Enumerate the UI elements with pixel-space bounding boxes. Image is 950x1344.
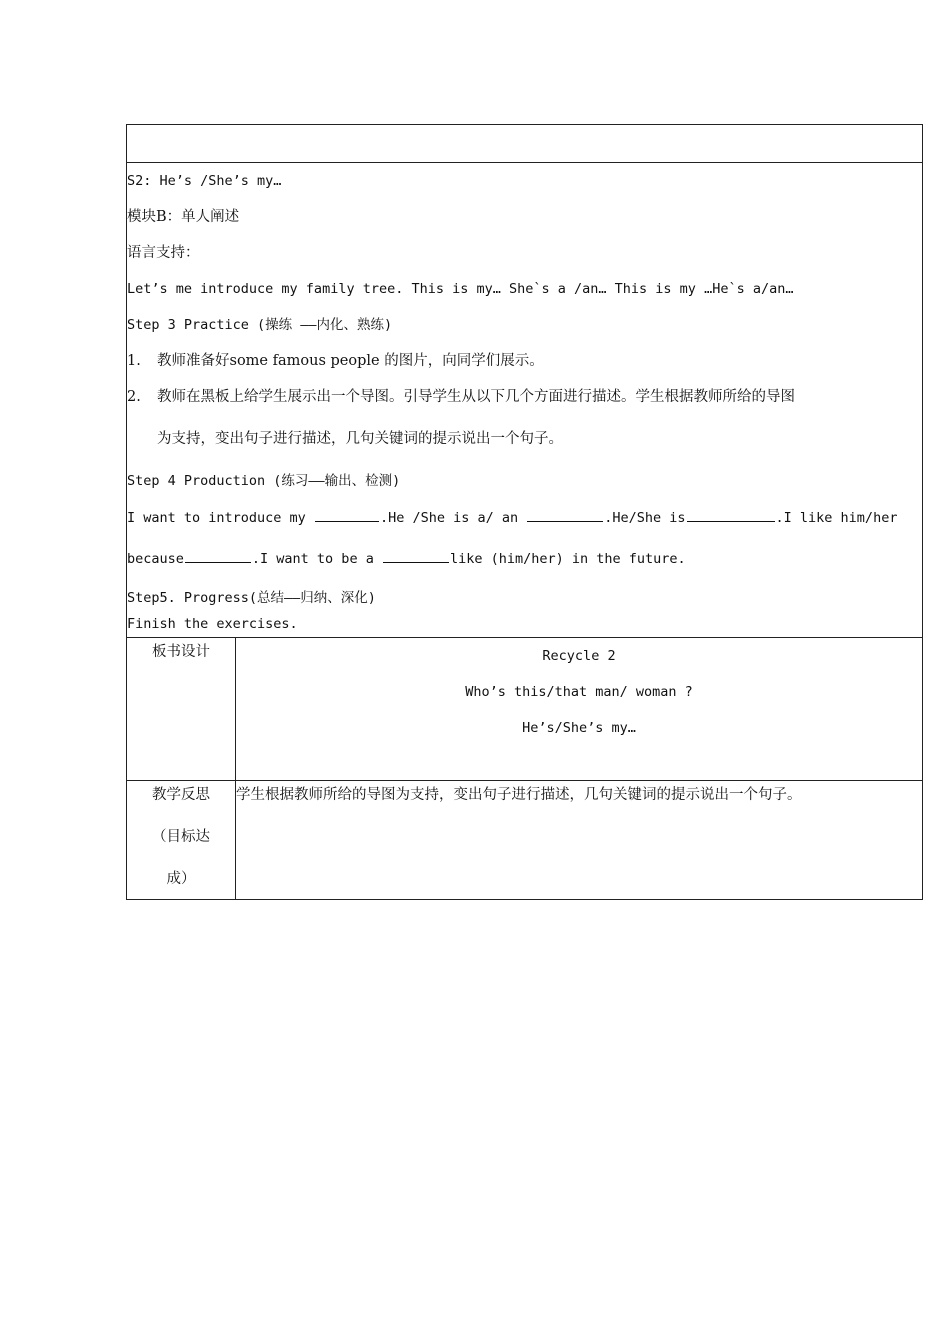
step5-heading: Step5. Progress(总结——归纳、深化)	[127, 590, 376, 606]
reflection-label-3: 成）	[166, 871, 196, 887]
item-1-text: 教师准备好some famous people 的图片，向同学们展示。	[157, 353, 544, 369]
reflection-text: 学生根据教师所给的导图为支持，变出句子进行描述，几句关键词的提示说出一个句子。	[236, 787, 802, 803]
because-text-3: like (him/her) in the future.	[449, 551, 686, 567]
item-2-text-a: 教师在黑板上给学生展示出一个导图。引导学生从以下几个方面进行描述。学生根据教师所给的导图	[157, 389, 795, 405]
blank-4	[185, 548, 251, 563]
reflection-label-2: （目标达	[152, 829, 210, 845]
item-2	[127, 379, 922, 415]
introduce-text-3: .He/She is	[604, 510, 686, 526]
lesson-plan-sheet	[126, 124, 922, 900]
reflection-label-cell	[127, 781, 236, 900]
board-line-2: Who’s this/that man/ woman ?	[465, 684, 693, 700]
introduce-text-4: .I like him/her	[775, 510, 898, 526]
item-1	[127, 343, 922, 379]
module-b-heading: 模块B：单人阐述	[127, 209, 240, 225]
language-support-heading: 语言支持：	[127, 245, 200, 261]
reflection-row	[127, 781, 923, 900]
because-text-1: because	[127, 551, 184, 567]
steps-cell	[127, 163, 923, 638]
reflection-text-cell	[236, 781, 923, 900]
lets-introduce-line: Let’s me introduce my family tree. This is my… She`s a /an… This is my …He`s a/an…	[127, 281, 794, 297]
introduce-text-2: .He /She is a/ an	[379, 510, 527, 526]
step3-heading: Step 3 Practice (操练 ——内化、熟练)	[127, 317, 393, 333]
introduce-sentence	[127, 499, 922, 537]
s2-line: S2: He’s /She’s my…	[127, 173, 282, 189]
blank-3	[687, 507, 775, 522]
lesson-table	[126, 124, 923, 900]
reflection-label-1: 教学反思	[152, 787, 210, 803]
introduce-text-1: I want to introduce my	[127, 510, 314, 526]
board-content-cell	[236, 638, 923, 781]
empty-header-row	[127, 125, 923, 163]
item-2-continued: 为支持，变出句子进行描述，几句关键词的提示说出一个句子。	[157, 431, 563, 447]
because-sentence	[127, 537, 922, 581]
board-label: 板书设计	[152, 644, 210, 660]
step4-heading: Step 4 Production (练习——输出、检测)	[127, 473, 401, 489]
finish-line: Finish the exercises.	[127, 616, 298, 632]
because-text-2: .I want to be a	[251, 551, 382, 567]
empty-header-cell	[127, 125, 923, 163]
item-2-number: 2.	[127, 389, 141, 405]
board-line-3: He’s/She’s my…	[522, 720, 636, 736]
blank-5	[383, 548, 449, 563]
steps-row	[127, 163, 923, 638]
item-1-number: 1.	[127, 353, 141, 369]
blank-2	[527, 507, 603, 522]
board-label-cell	[127, 638, 236, 781]
board-line-1: Recycle 2	[542, 648, 616, 664]
blank-1	[315, 507, 379, 522]
board-design-row	[127, 638, 923, 781]
